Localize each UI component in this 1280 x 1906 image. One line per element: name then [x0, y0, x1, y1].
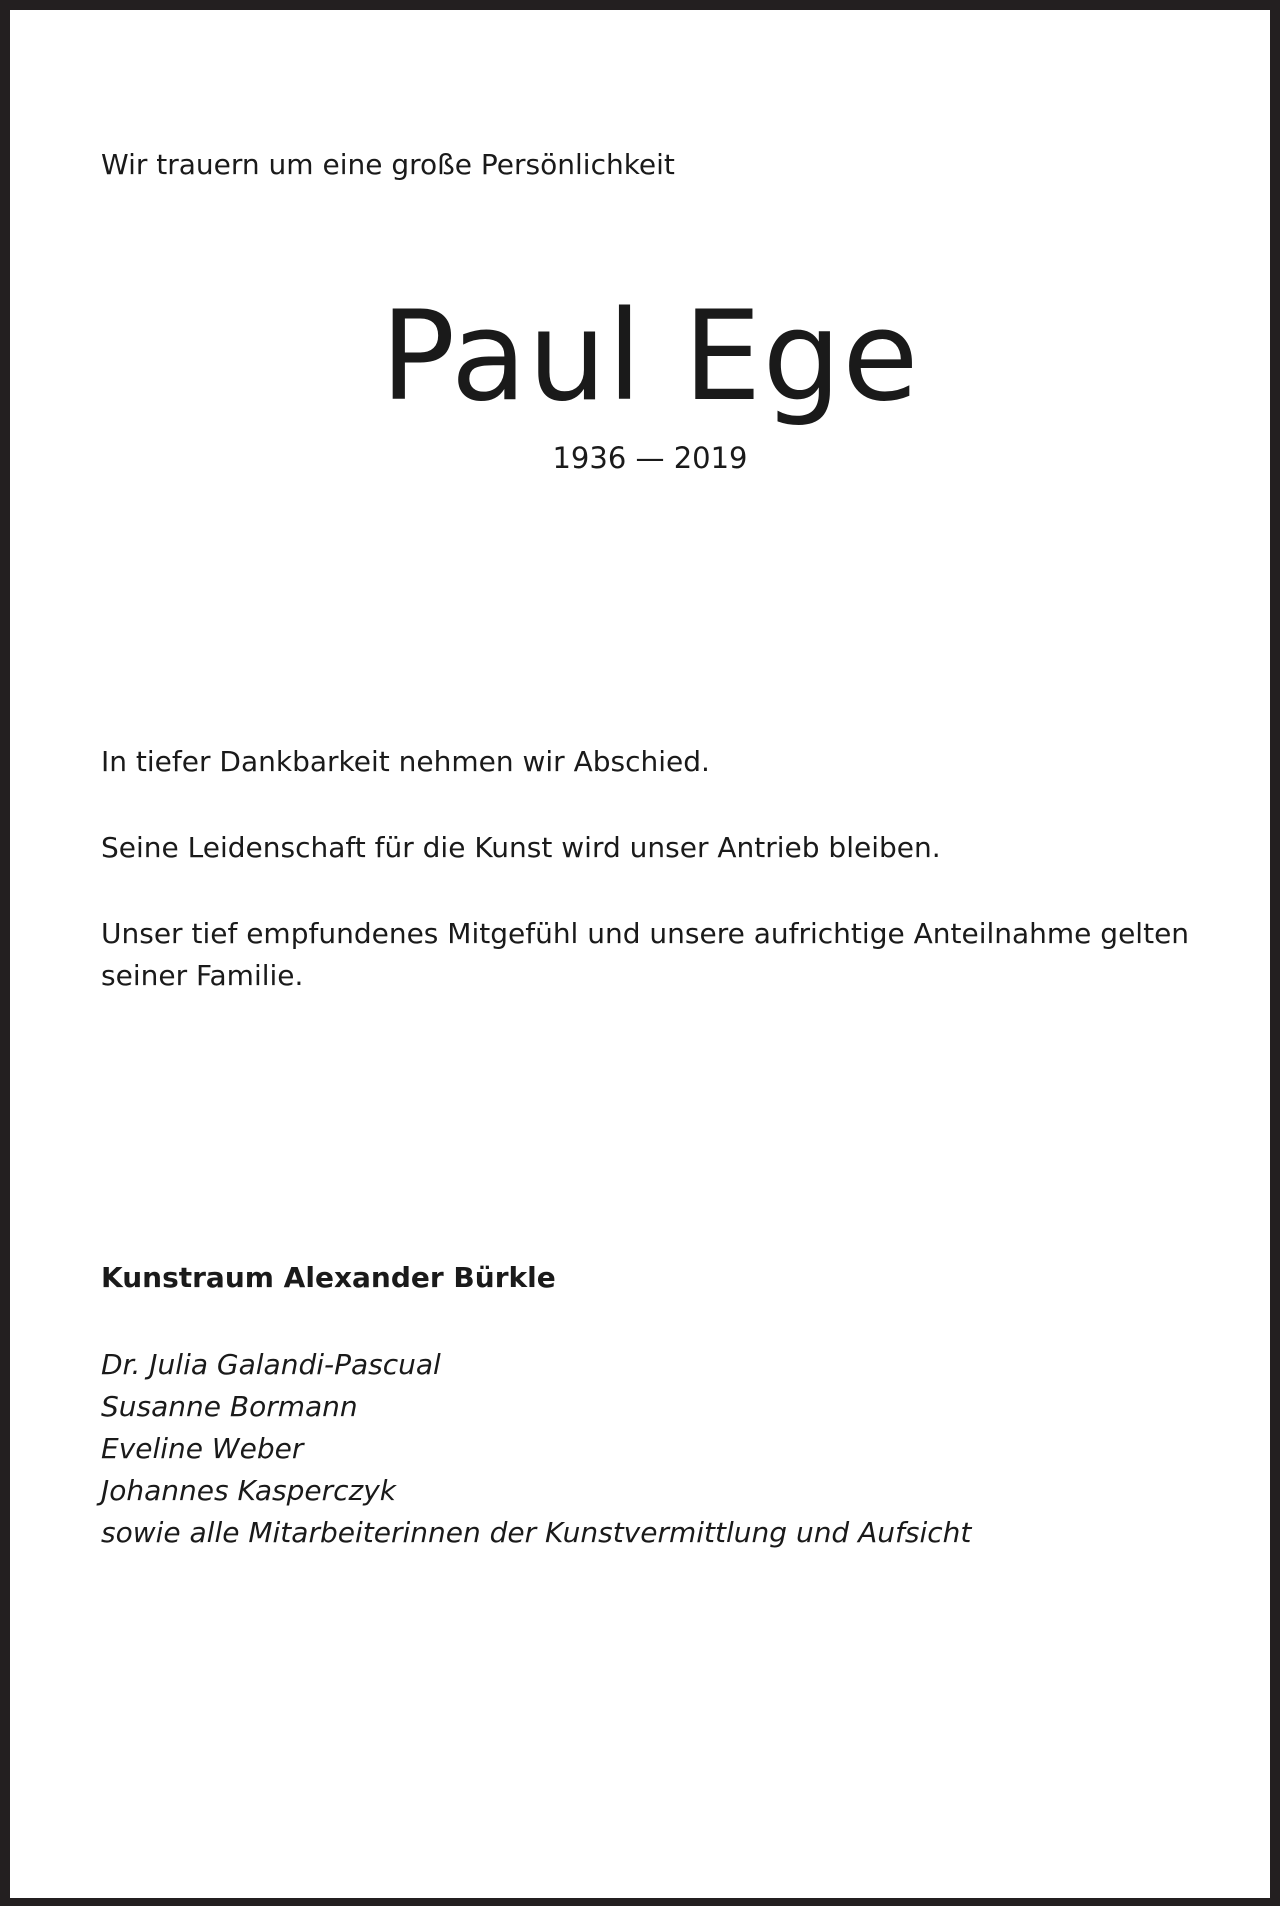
- message-paragraph: Unser tief empfundenes Mitgefühl und unsere aufrichtige Anteilnahme gelten seiner Familie.: [101, 917, 1190, 992]
- deceased-name: Paul Ege: [380, 285, 920, 429]
- life-years: 1936 — 2019: [552, 441, 748, 475]
- message-paragraph: Seine Leidenschaft für die Kunst wird unser Antrieb bleiben.: [101, 831, 941, 864]
- signers-list: [101, 1344, 971, 1554]
- organization-name: Kunstraum Alexander Bürkle: [101, 1261, 556, 1294]
- message-paragraph: In tiefer Dankbarkeit nehmen wir Abschied.: [101, 745, 710, 778]
- signer-name: Johannes Kasperczyk: [101, 1474, 396, 1507]
- signer-name: Eveline Weber: [101, 1432, 304, 1465]
- signer-name: sowie alle Mitarbeiterinnen der Kunstvermittlung und Aufsicht: [101, 1516, 972, 1549]
- signer-name: Dr. Julia Galandi-Pascual: [101, 1348, 441, 1381]
- message-body: [101, 741, 1211, 1041]
- intro-line: Wir trauern um eine große Persönlichkeit: [101, 148, 675, 181]
- signer-name: Susanne Bormann: [101, 1390, 358, 1423]
